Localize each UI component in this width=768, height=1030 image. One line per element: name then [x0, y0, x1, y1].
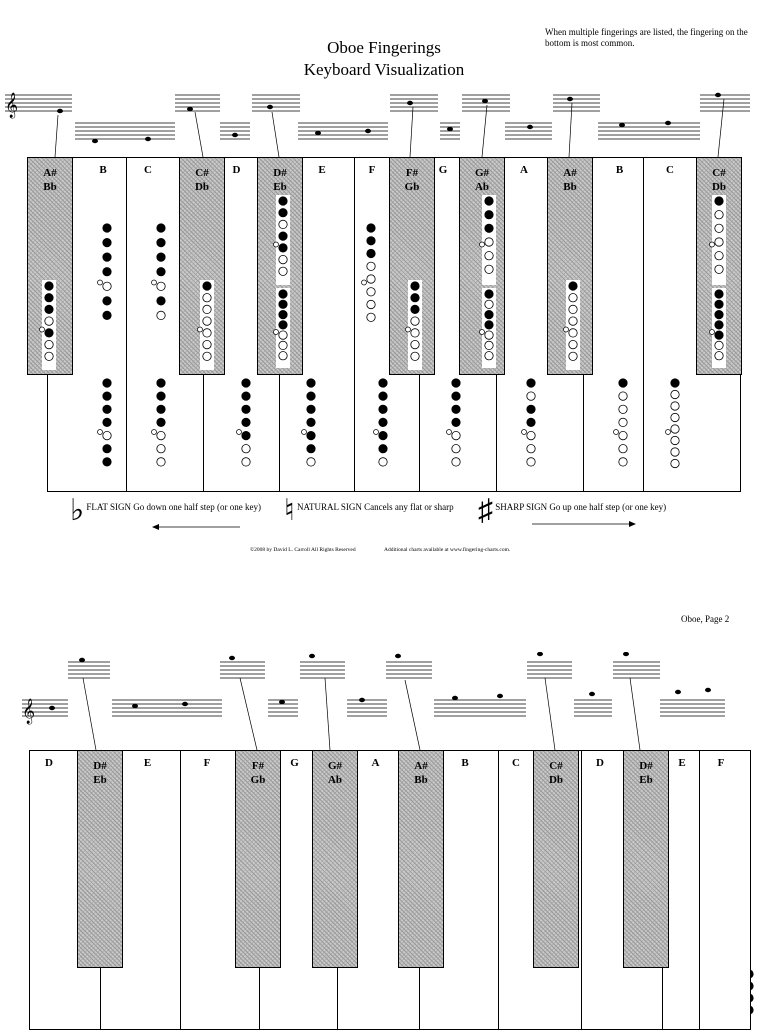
key-label: G: [290, 757, 299, 769]
key-label: A: [371, 757, 380, 769]
white-key-f-2[interactable]: [699, 750, 751, 1030]
key-label: F: [368, 164, 376, 176]
flat-sign-text: FLAT SIGN Go down one half step (or one key): [86, 502, 261, 512]
fingering-diagram-icon: [520, 377, 542, 477]
fingering-diagram-icon: [612, 377, 634, 477]
key-label: C: [144, 164, 152, 176]
fingering-diagram-icon: [664, 377, 686, 477]
key-label: F# Gb: [250, 760, 266, 786]
fingering-diagram-icon: [372, 377, 394, 477]
key-label: D: [45, 757, 53, 769]
key-label: E: [678, 757, 686, 769]
keyboard-page2: [0, 750, 768, 1030]
fingering-diagram-icon: [478, 195, 500, 285]
arrow-right-icon: [532, 520, 636, 528]
black-key-f-sharp[interactable]: [235, 750, 281, 968]
key-label: A# Bb: [43, 167, 57, 193]
natural-sign-text: NATURAL SIGN Cancels any flat or sharp: [296, 502, 454, 512]
key-label: D: [232, 164, 241, 176]
key-label: E: [143, 757, 152, 769]
key-label: D# Eb: [273, 167, 287, 193]
fingering-diagram-icon: [404, 280, 426, 370]
fingering-diagram-icon: [150, 377, 172, 477]
key-label: C: [512, 757, 520, 769]
fingering-diagram-icon: [96, 222, 118, 332]
fingering-note: When multiple fingerings are listed, the fingering on the bottom is most common.: [545, 27, 748, 48]
fingering-diagram-icon: [235, 377, 257, 477]
natural-sign-icon: ♮: [284, 494, 295, 527]
fingering-diagram-icon: [196, 280, 218, 370]
page-subtitle: Keyboard Visualization: [303, 60, 465, 79]
sharp-sign-icon: ♯: [478, 494, 493, 527]
key-label: D: [596, 757, 604, 769]
fingering-diagram-icon: [478, 288, 500, 368]
fingering-diagram-icon: [708, 195, 730, 285]
black-key-d-sharp-2[interactable]: [623, 750, 669, 968]
fingering-diagram-icon: [708, 288, 730, 368]
key-label: A# Bb: [414, 760, 428, 786]
fingering-diagram-icon: [272, 288, 294, 368]
key-label: E: [318, 164, 326, 176]
fingering-diagram-icon: [38, 280, 60, 370]
key-label: G# Ab: [474, 167, 490, 193]
key-label: G# Ab: [327, 760, 343, 786]
flat-sign-icon: ♭: [70, 494, 85, 527]
fingering-diagram-icon: [300, 377, 322, 477]
fingering-diagram-icon: [562, 280, 584, 370]
key-label: C# Db: [548, 760, 564, 786]
flat-sign-legend: [70, 496, 261, 526]
key-label: C: [666, 164, 674, 176]
more-charts-text: Additional charts available at www.fingering-charts.com.: [384, 547, 511, 553]
black-key-g-sharp[interactable]: [312, 750, 358, 968]
treble-clef-icon: 𝄞: [22, 699, 36, 724]
black-key-a-sharp[interactable]: [398, 750, 444, 968]
fingering-diagram-icon: [445, 377, 467, 477]
black-key-c-sharp[interactable]: [533, 750, 579, 968]
staff-page1: [0, 85, 768, 157]
black-key-d-sharp[interactable]: [77, 750, 123, 968]
natural-sign-legend: [284, 496, 454, 526]
key-label: C# Db: [711, 167, 727, 193]
sharp-sign-text: SHARP SIGN Go up one half step (or one key): [495, 502, 667, 512]
key-label: G: [438, 164, 448, 176]
key-label: A: [520, 164, 528, 176]
fingering-diagram-icon: [272, 195, 294, 285]
fingering-diagram-icon: [360, 222, 382, 332]
key-label: B: [615, 164, 624, 176]
page-number-label: Oboe, Page 2: [681, 614, 730, 624]
key-label: B: [99, 164, 107, 176]
key-label: C# Db: [194, 167, 210, 193]
key-label: D# Eb: [93, 760, 107, 786]
fingering-diagram-icon: [150, 222, 172, 332]
fingering-diagram-icon: [96, 377, 118, 477]
treble-clef-icon: 𝄞: [5, 93, 19, 118]
arrow-left-icon: [152, 523, 242, 531]
staff-page2: [0, 652, 768, 750]
copyright-text: ©2008 by David L. Carroll All Rights Reserved: [250, 547, 356, 553]
key-label: F: [717, 757, 725, 769]
key-label: A# Bb: [563, 167, 577, 193]
key-label: B: [461, 757, 469, 769]
key-label: F# Gb: [404, 167, 420, 193]
page-title: Oboe Fingerings: [327, 38, 441, 57]
key-label: F: [203, 757, 211, 769]
key-label: D# Eb: [639, 760, 653, 786]
